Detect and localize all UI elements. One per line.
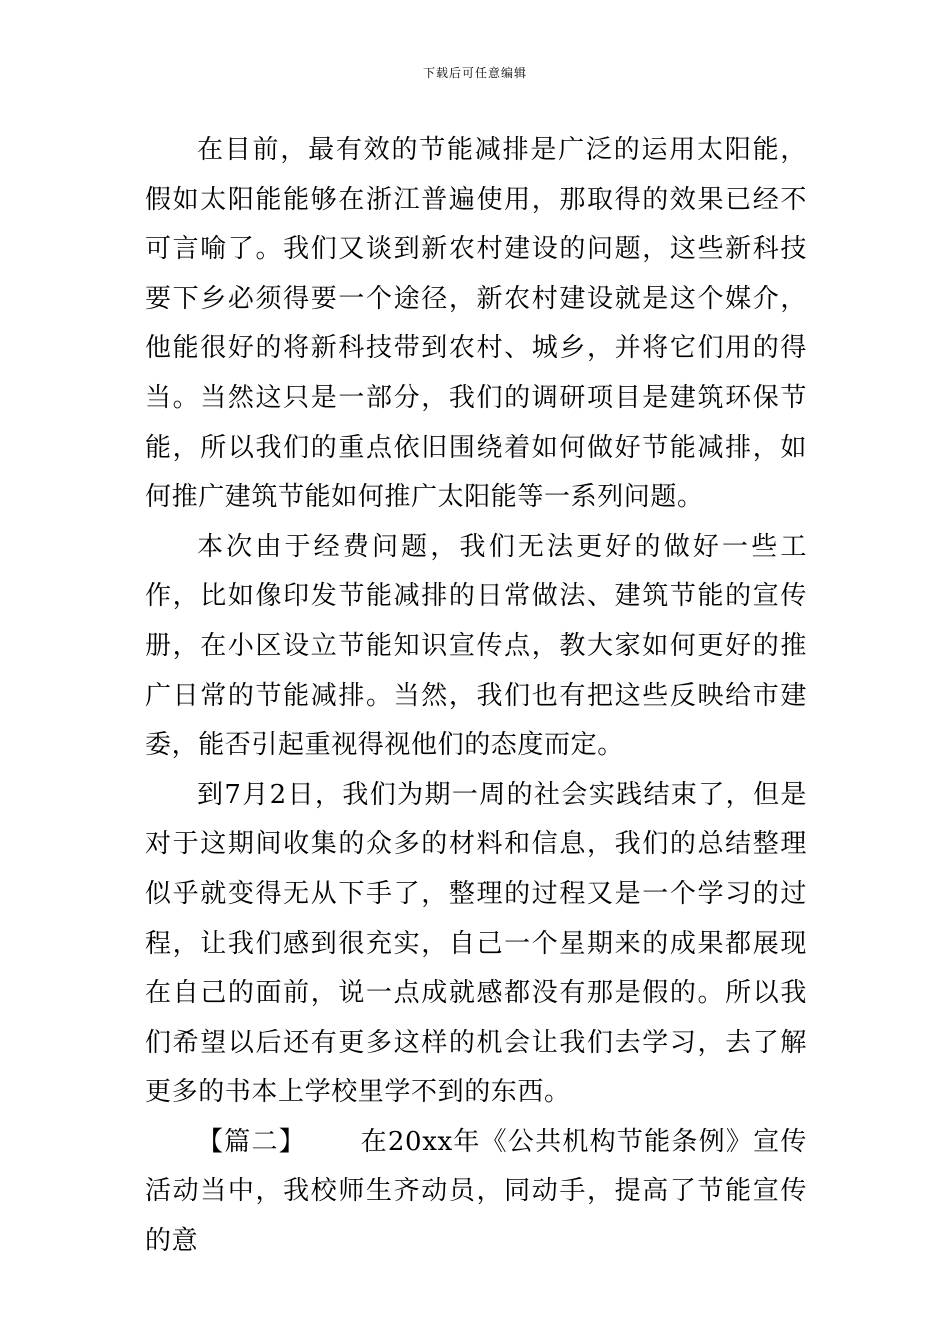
paragraph-4-text: 在20xx年《公共机构节能条例》宣传活动当中，我校师生齐动员，同动手，提高了节能宣传的意	[145, 1126, 807, 1257]
paragraph-1: 在目前，最有效的节能减排是广泛的运用太阳能，假如太阳能能够在浙江普遍使用，那取得的效果已经不可言喻了。我们又谈到新农村建设的问题，这些新科技要下乡必须得要一个途径，新农村建设就是这个媒介，他能很好的将新科技带到农村、城乡，并将它们用的得当。当然这只是一部分，我们的调研项目是建筑环保节能，所以我们的重点依旧围绕着如何做好节能减排，如何推广建筑节能如何推广太阳能等一系列问题。	[145, 135, 807, 513]
document-body	[145, 126, 807, 1267]
paragraph-4	[145, 1118, 807, 1267]
paragraph-3: 到7月2日，我们为期一周的社会实践结束了，但是对于这期间收集的众多的材料和信息，我们的总结整理似乎就变得无从下手了，整理的过程又是一个学习的过程，让我们感到很充实，自己一个星期来的成果都展现在自己的面前，说一点成就感都没有那是假的。所以我们希望以后还有更多这样的机会让我们去学习，去了解更多的书本上学校里学不到的东西。	[145, 779, 807, 1108]
paragraph-2: 本次由于经费问题，我们无法更好的做好一些工作，比如像印发节能减排的日常做法、建筑节能的宣传册，在小区设立节能知识宣传点，教大家如何更好的推广日常的节能减排。当然，我们也有把这些反映给市建委，能否引起重视得视他们的态度而定。	[145, 531, 807, 761]
page-header: 下载后可任意编辑	[422, 66, 527, 80]
section-tag: 【篇二】	[197, 1126, 307, 1157]
